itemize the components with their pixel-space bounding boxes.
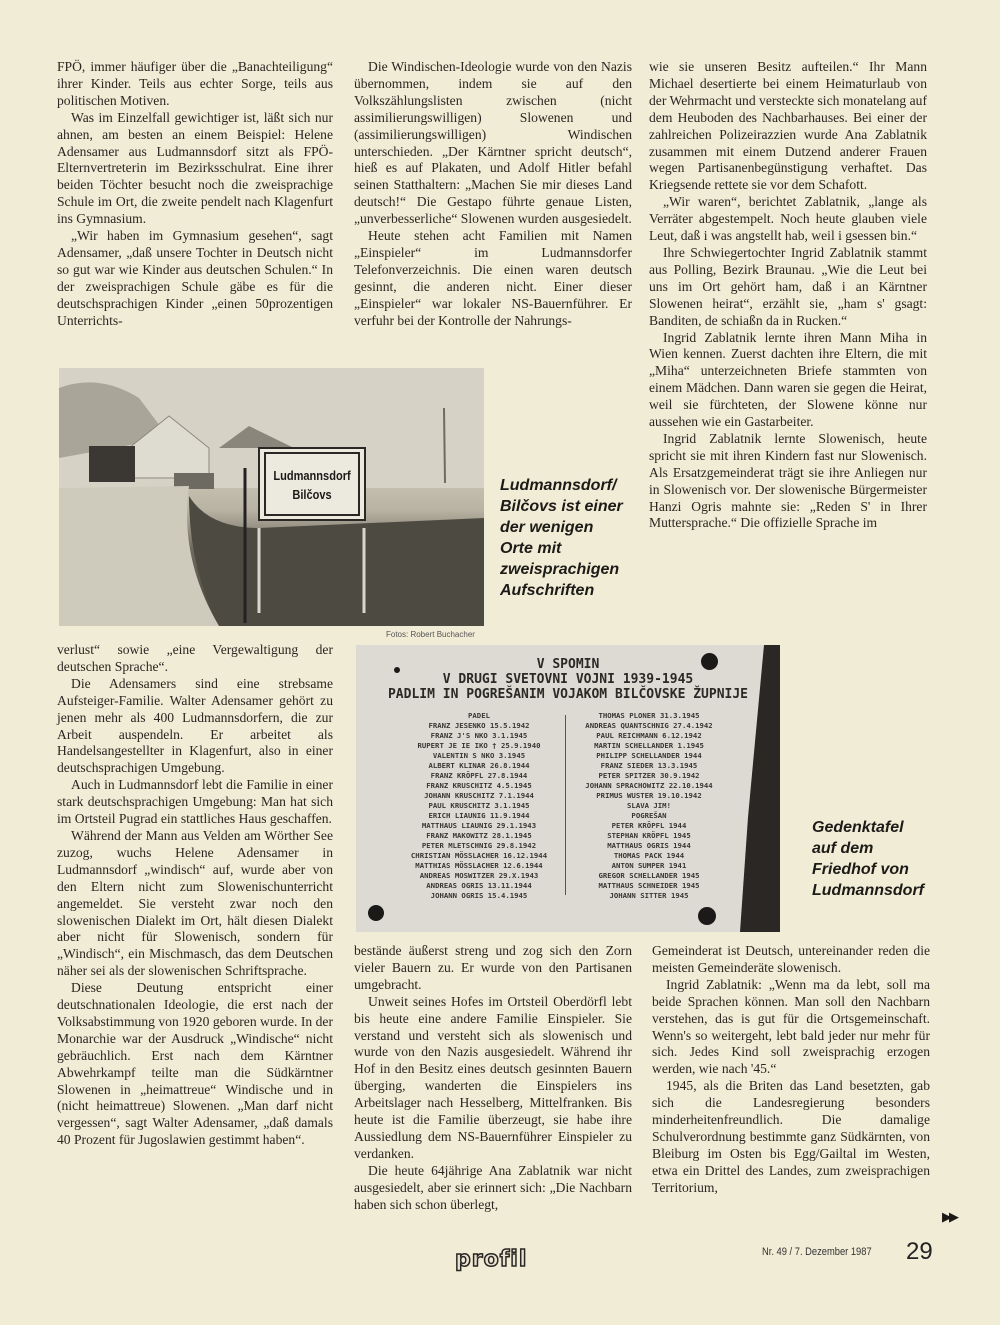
text-line: FRANZ J'S NKO 3.1.1945 xyxy=(430,731,528,740)
text-line: zweisprachigen xyxy=(500,561,620,578)
text-line: ANDREAS MOSWITZER 29.X.1943 xyxy=(419,871,539,880)
continue-arrow-icon: ▶▶ xyxy=(942,1209,956,1224)
paragraph: Ingrid Zablatnik: „Wenn ma da lebt, soll ma beide Sprachen können. Man soll den Nachbarn verstehen, das is gut für die Ortsgemeinschaft. Wenn's so weitergeht, lebt bald jeder nur mehr für sich. Jedes Kind soll zweisprachig erzogen werden, wie nach '45.“ xyxy=(652,976,930,1077)
magazine-logo: profil xyxy=(455,1247,528,1272)
town-sign-scene xyxy=(59,368,484,626)
plaque-rivet xyxy=(368,905,384,921)
text-line: THOMAS PACK 1944 xyxy=(613,851,685,860)
text-line: FRANZ KRÖPFL 27.8.1944 xyxy=(430,771,528,780)
paragraph: verlust“ sowie „eine Vergewaltigung der deutschen Sprache“. xyxy=(57,642,333,674)
text-line: PETER MLETSCHNIG 29.8.1942 xyxy=(421,841,537,850)
text-line: PHILIPP SCHELLANDER 1944 xyxy=(596,751,702,760)
text-line: Bilčovs ist einer xyxy=(500,498,623,515)
text-line: FRANZ MAKOWITZ 28.1.1945 xyxy=(426,831,532,840)
paragraph: Die Adensamers sind eine strebsame Aufsteiger-Familie. Walter Adensamer gehört zu jenen mehr als 400 Ludmannsdorfern, die zur Arbeit auspendeln. Er arbeitet als Handelsangestellter in Klagenfurt, also in einer deutschsprachigen Umgebung. xyxy=(57,675,333,776)
text-line: ANTON SUMPER 1941 xyxy=(611,861,687,870)
paragraph: 1945, als die Briten das Land besetzten, gab sich die Landesregierung besonders minderheitenfreundlich. Die damalige Schulverordnung bestimmte ganz Südkärnten, von Bleiburg im Osten bis Egg/Gailtal im Westen, etwa ein Drittel des Landes, zum zweisprachigen Territorium, xyxy=(652,1078,930,1195)
text-line: V DRUGI SVETOVNI VOJNI 1939-1945 xyxy=(442,672,694,687)
text-line: Friedhof von xyxy=(812,861,909,878)
text-line: PETER KRÖPFL 1944 xyxy=(611,821,687,830)
paragraph: Heute stehen acht Familien mit Namen „Einspieler“ im Ludmannsdorfer Telefonverzeichnis. Die einen waren deutsch gesinnt, die anderen nicht. Einer dieser „Einspieler“ war lokaler NS-Bauernführer. Er verfuhr bei der Kontrolle der Nahrungs- xyxy=(354,228,632,328)
paragraph: Ingrid Zablatnik lernte ihren Mann Miha in Wien kennen. Zuerst dachten ihre Eltern, die mit „Miha“ unterzeichneten Briefe stammten von einem Mädchen. Dann waren sie gegen die Heirat, weil sie fürchteten, der Slowene könne nur aussehen wie ein Gastarbeiter. xyxy=(649,329,927,430)
paragraph: bestände äußerst streng und zog sich den Zorn vieler Bauern zu. Er wurde von den Partisanen umgebracht. xyxy=(354,943,632,992)
text-line: ANDREAS QUANTSCHNIG 27.4.1942 xyxy=(585,721,713,730)
paragraph: Auch in Ludmannsdorf lebt die Familie in einer stark deutschsprachigen Umgebung: Man hat sich im Ortsteil Pugrad ein stattliches Haus geschaffen. xyxy=(57,777,333,827)
text-line: PAUL KRUSCHITZ 3.1.1945 xyxy=(428,801,530,810)
paragraph: Die heute 64jährige Ana Zablatnik war nicht ausgesiedelt, aber sie erinnert sich: „Die Nachbarn haben sich schon überlegt, xyxy=(354,1162,632,1212)
text-line: JOHANN OGRIS 15.4.1945 xyxy=(430,891,528,900)
text-line: POGREŠAN xyxy=(631,811,667,820)
text-line: Ludmannsdorf/ xyxy=(500,477,617,494)
column-2-top xyxy=(354,59,632,330)
text-line: V SPOMIN xyxy=(536,657,600,672)
text-line: PADLIM IN POGREŠANIM VOJAKOM BILČOVSKE ŽUPNIJE xyxy=(387,687,749,702)
text-line: Orte mit xyxy=(500,540,562,557)
photo-town-sign xyxy=(59,368,484,626)
text-line: PADEL xyxy=(468,711,490,720)
text-line: ERICH LIAUNIG 11.9.1944 xyxy=(428,811,530,820)
column-2-bottom xyxy=(354,943,632,1214)
text-line: MATTHAUS SCHNEIDER 1945 xyxy=(598,881,700,890)
text-line: Aufschriften xyxy=(500,582,595,599)
text-line: JOHANN SITTER 1945 xyxy=(609,891,689,900)
text-line: VALENTIN S NKO 3.1945 xyxy=(432,751,526,760)
text-line: JOHANN KRUSCHITZ 7.1.1944 xyxy=(424,791,534,800)
paragraph: „Wir haben im Gymnasium gesehen“, sagt Adensamer, „daß unsere Tochter in Deutsch nicht so gut war wie Kinder aus deutschen Schulen.“ In der zweisprachigen Schule gäbe es für die deutschsprachigen Kinder „einen 50prozentigen Unterrichts- xyxy=(57,228,333,328)
column-3-bottom xyxy=(652,943,930,1197)
text-line: Ludmannsdorf xyxy=(812,882,924,899)
paragraph: Ingrid Zablatnik lernte Slowenisch, heute spricht sie mit ihren Kindern fast nur Slowenisch. Als Ersatzgemeinderat trägt sie ihre Anliegen nur in Slowenisch vor. Der slowenische Bürgermeister Hanzi Ogris mahnte sie: „Reden S' in Ihrer Muttersprache.“ Die offizielle Sprache im xyxy=(649,430,927,531)
column-3-top xyxy=(649,59,927,532)
text-line: ALBERT KLINAR 26.8.1944 xyxy=(428,761,530,770)
town-sign-text xyxy=(273,466,351,504)
text-line: FRANZ JESENKO 15.5.1942 xyxy=(428,721,530,730)
text-line: GREGOR SCHELLANDER 1945 xyxy=(598,871,700,880)
text-line: THOMAS PLONER 31.3.1945 xyxy=(598,711,700,720)
paragraph: wie sie unseren Besitz aufteilen.“ Ihr Mann Michael desertierte bei einem Heimaturlaub von der Wehrmacht und versteckte sich monatelang auf dem Heuboden des Nachbarhauses. Bei einer der zahlreichen Polizeirazzien wurde Ana Zablatnik zusammen mit einem Dutzend anderer Frauen wegen Partisanenbegünstigung verhaftet. Das Kriegsende rettete sie vor dem Schafott. xyxy=(649,59,927,193)
issue-info: Nr. 49 / 7. Dezember 1987 xyxy=(762,1246,872,1258)
paragraph: Unweit seines Hofes im Ortsteil Oberdörfl lebt bis heute eine andere Familie Einspieler. Sie verstand und versteht sich als slowenisch und wurde von den Nazis ausgesiedelt. Während ihr Hof in den Besitz eines deutsch gesinnten Bauern überging, wanderten die Einspielers ins Arbeitslager nach Hesselberg, Mittelfranken. Bis heute ist die Familie überzeugt, sie habe ihre Aussiedlung dem NS-Bauernführer Einspieler zu verdanken. xyxy=(354,993,632,1161)
paragraph: Während der Mann aus Velden am Wörther See zuzog, wuchs Helene Adensamer in Ludmannsdorf „windisch“ auf, wurde aber von den Eltern nicht zum Slowenischunterricht angemeldet. Sie versteht zwar noch den slowenischen Dialekt im Ort, hält diesen Dialekt aber nicht für Slowenisch, sondern für „Windisch“, ein Mischmasch, das dem Deutschen näher sei als der slowenischen Schriftsprache. xyxy=(57,827,333,979)
paragraph: Diese Deutung entspricht einer deutschnationalen Ideologie, die erst nach der Volksabstimmung von 1920 geboren wurde. In der Monarchie war der Ausdruck „Windische“ nicht gebräuchlich. Erst nach dem Kärntner Abwehrkampf teilte man die Südkärntner Slowenen in „heimattreue“ Windische und in (nicht heimattreue) Slowenen. „Man darf nicht vergessen“, sagt Walter Adensamer, „daß damals 40 Prozent für Jugoslawien gestimmt haben“. xyxy=(57,980,333,1148)
photo-caption-town-sign xyxy=(500,475,640,601)
paragraph: Ihre Schwiegertochter Ingrid Zablatnik stammt aus Polling, Bezirk Braunau. „Wie die Leut bei uns im Ort gehört ham, daß i an Kärntner Slowenen heirat“, erzählt sie, „ham s' gsagt: Banditen, de schiaßn da in Rucken.“ xyxy=(649,244,927,328)
text-line: CHRISTIAN MÖSSLACHER 16.12.1944 xyxy=(410,851,548,860)
text-line: FRANZ KRUSCHITZ 4.5.1945 xyxy=(426,781,532,790)
text-line: FRANZ SIEDER 13.3.1945 xyxy=(600,761,698,770)
sign-line-2: Bilčovs xyxy=(292,487,332,502)
text-line: MARTIN SCHELLANDER 1.1945 xyxy=(594,741,704,750)
plaque-names-left xyxy=(394,711,564,901)
text-line: MATTHAUS LIAUNIG 29.1.1943 xyxy=(421,821,537,830)
photo-caption-memorial xyxy=(812,817,952,901)
plaque-heading xyxy=(356,657,780,702)
column-1-bottom xyxy=(57,642,333,1149)
text-line: ANDREAS OGRIS 13.11.1944 xyxy=(426,881,532,890)
text-line: PETER SPITZER 30.9.1942 xyxy=(598,771,700,780)
text-line: auf dem xyxy=(812,840,874,857)
text-line: PRIMUS WUSTER 19.10.1942 xyxy=(596,791,702,800)
photo-memorial-plaque xyxy=(356,645,780,932)
text-line: Gedenktafel xyxy=(812,819,904,836)
text-line: MATTHAUS OGRIS 1944 xyxy=(607,841,691,850)
plaque-rivet xyxy=(698,907,716,925)
photo-credit: Fotos: Robert Buchacher xyxy=(386,630,475,639)
text-line: der wenigen xyxy=(500,519,594,536)
text-line: SLAVA JIM! xyxy=(627,801,671,810)
paragraph: Die Windischen-Ideologie wurde von den Nazis übernommen, indem sie auf den Volkszählungslisten zwischen (nicht assimilierungswilligen) Slowenen und (assimilierungswilligen) Windischen unterschieden. „Der Kärntner spricht deutsch“, hieß es auf Plakaten, und Adolf Hitler befahl seinen Statthaltern: „Machen Sie mir dieses Land deutsch!“ Die Gestapo führte genaue Listen, „unverbesserliche“ Slowenen wurden ausgesiedelt. xyxy=(354,59,632,227)
plaque-names-right xyxy=(564,711,734,901)
text-line: STEPHAN KRÖPFL 1945 xyxy=(607,831,691,840)
paragraph: Was im Einzelfall gewichtiger ist, läßt sich nur ahnen, am besten an einem Beispiel: Helene Adensamer aus Ludmannsdorf sitzt als FPÖ-Elternvertreterin im Bezirksschulrat. Eine ihrer beiden Töchter besucht noch die zweisprachige Schule im Ort, die zweite pendelt nach Klagenfurt ins Gymnasium. xyxy=(57,109,333,227)
text-line: PAUL REICHMANN 6.12.1942 xyxy=(596,731,702,740)
paragraph: „Wir waren“, berichtet Zablatnik, „lange als Verräter abgestempelt. Noch heute glauben viele Leut, daß i was angstellt hab, weil i gsessen bin.“ xyxy=(649,194,927,244)
sign-line-1: Ludmannsdorf xyxy=(273,468,351,483)
text-line: MATTHIAS MÖSSLACHER 12.6.1944 xyxy=(415,861,543,870)
page-number: 29 xyxy=(906,1238,933,1265)
column-1-top xyxy=(57,59,333,330)
text-line: RUPERT JE IE IKO † 25.9.1940 xyxy=(417,741,541,750)
paragraph: FPÖ, immer häufiger über die „Banachteiligung“ ihrer Kinder. Teils aus echter Sorge, teils aus politischen Motiven. xyxy=(57,59,333,108)
paragraph: Gemeinderat ist Deutsch, untereinander reden die meisten Gemeinderäte slowenisch. xyxy=(652,943,930,975)
text-line: JOHANN SPRACHOWITZ 22.10.1944 xyxy=(585,781,713,790)
